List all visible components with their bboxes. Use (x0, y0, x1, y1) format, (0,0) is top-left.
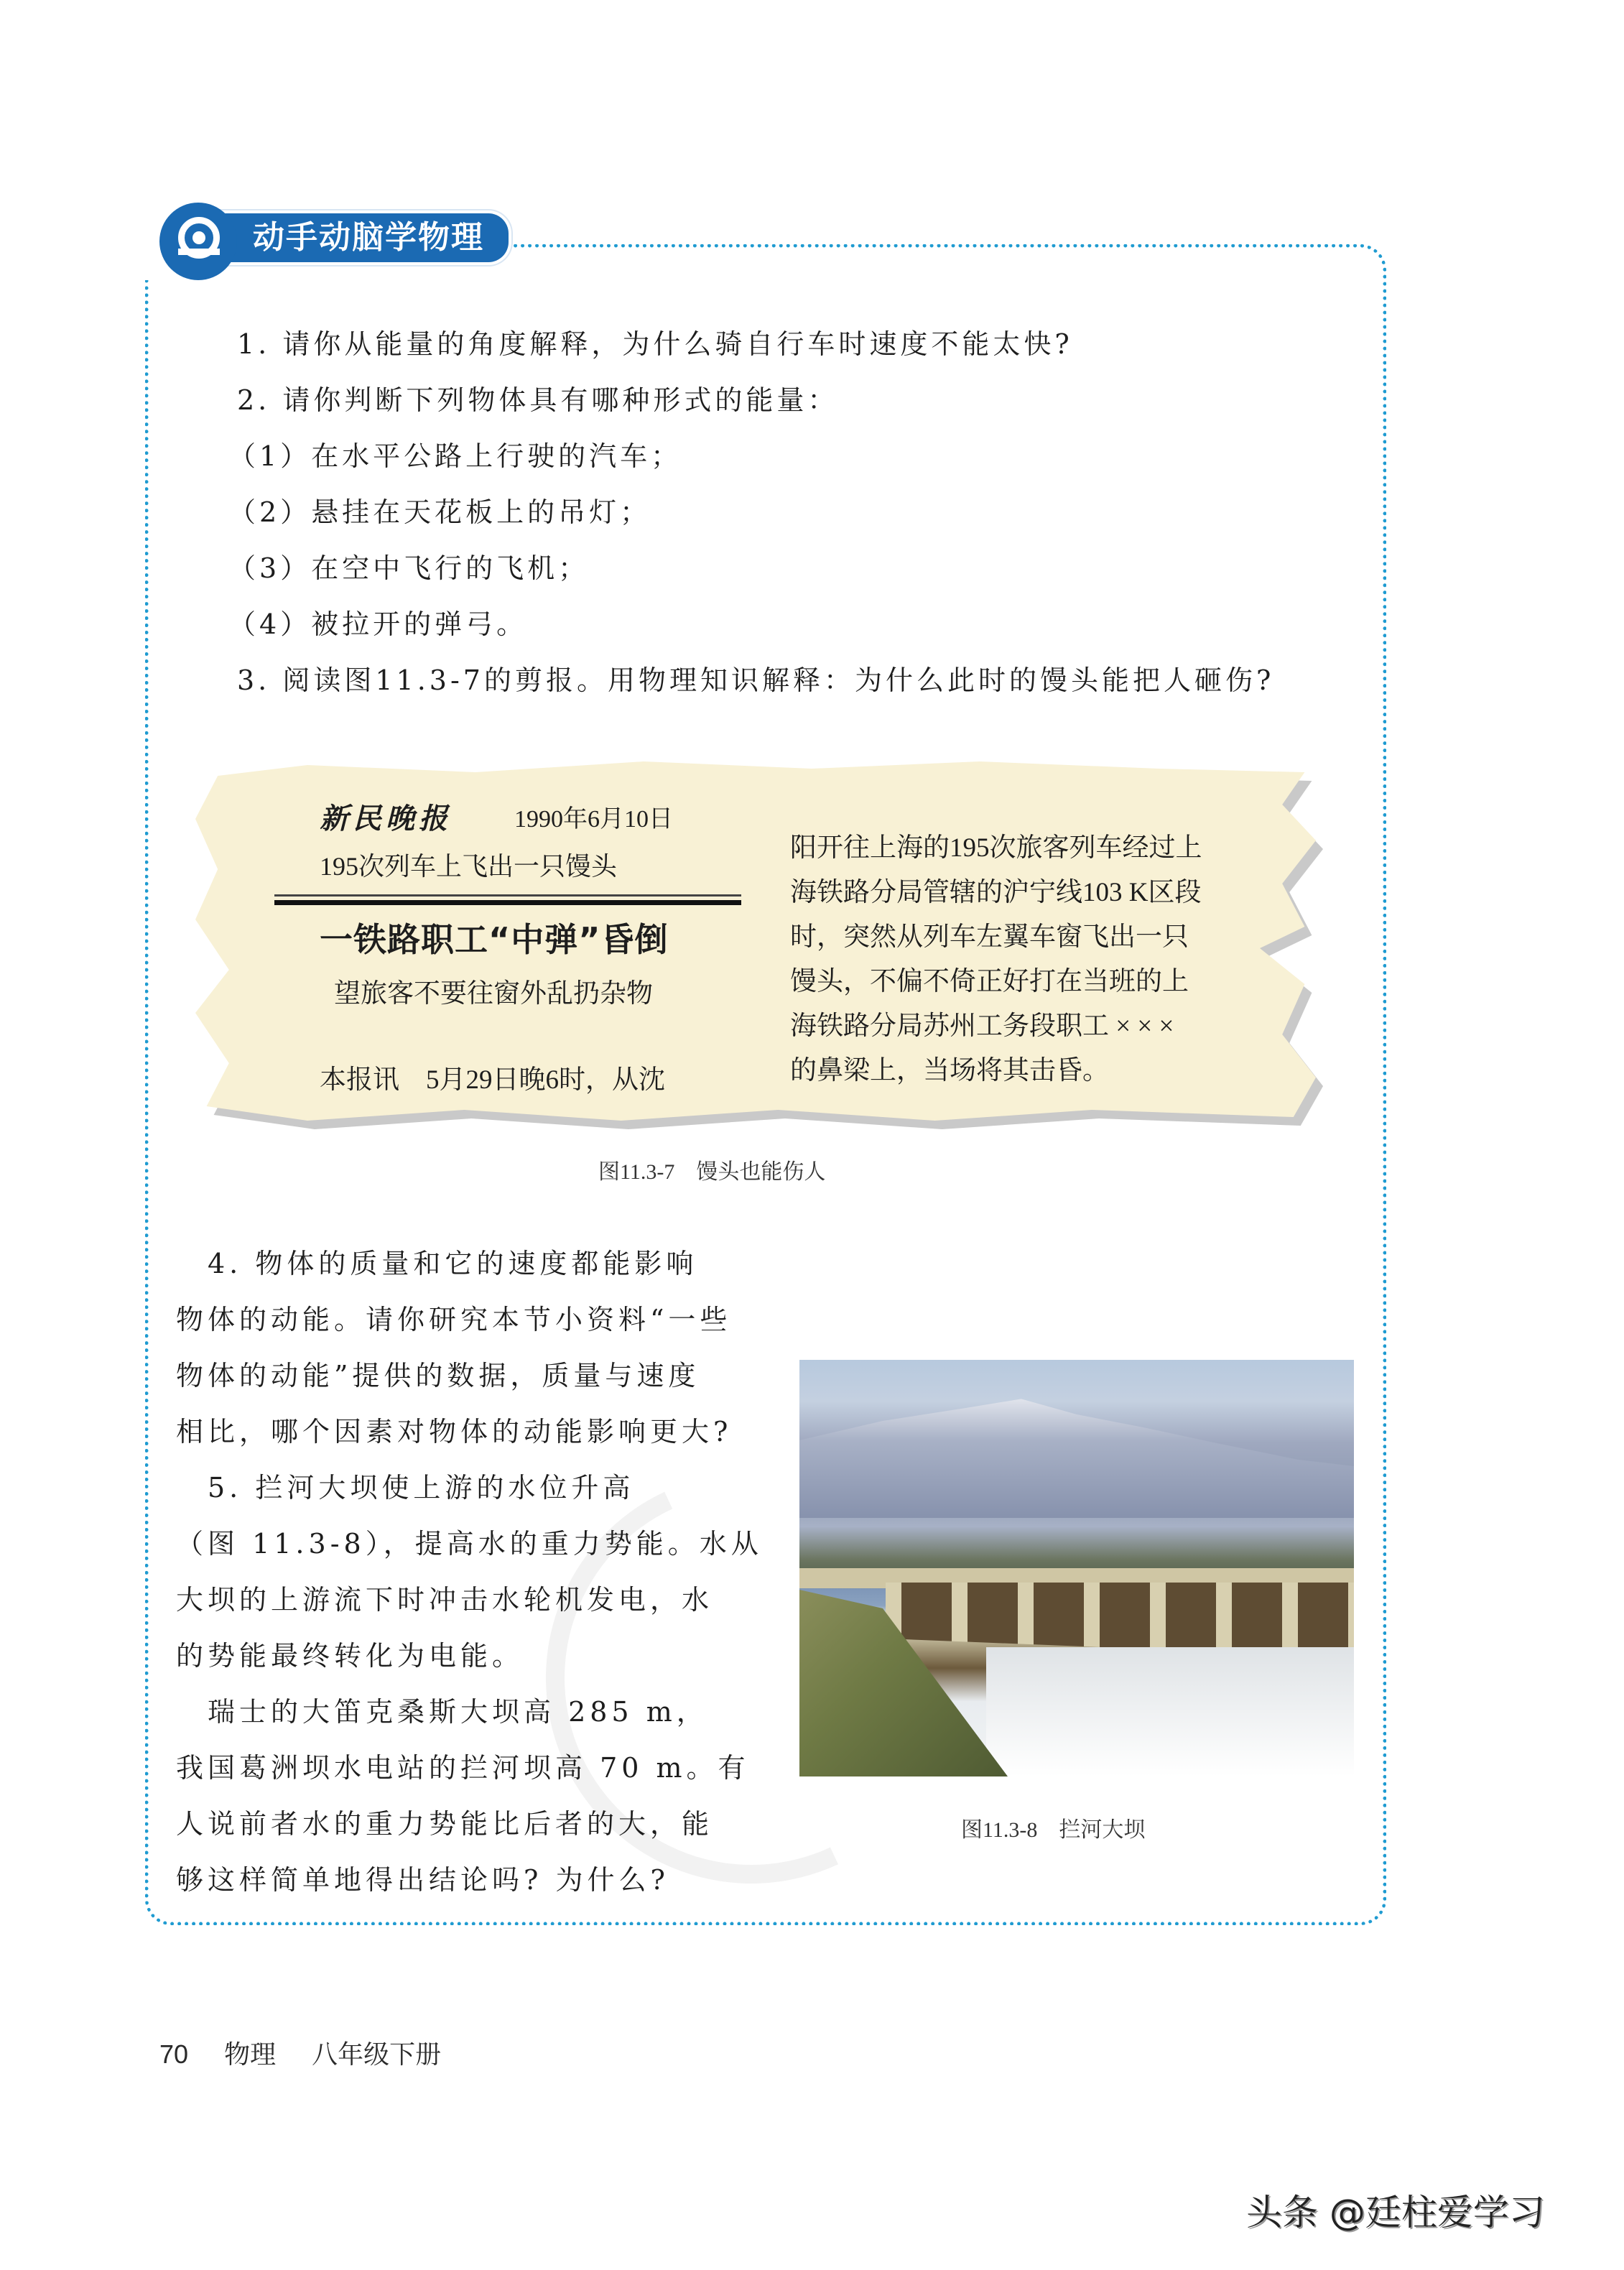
question-5: 5. 拦河大坝使上游的水位升高 （图 11.3-8），提高水的重力势能。水从 大坝的上游流下时冲击水轮机发电，水 的势能最终转化为电能。 (176, 1472, 763, 1672)
section-title: 动手动脑学物理 (220, 213, 509, 262)
section-header (159, 208, 509, 267)
question-2-item-3: （3）在空中飞行的飞机； (228, 552, 590, 584)
figure-8-caption: 图11.3-8 拦河大坝 (961, 1818, 1146, 1842)
dam-photo (799, 1360, 1354, 1776)
question-2-item-2: （2）悬挂在天花板上的吊灯； (228, 496, 651, 528)
target-circle-icon (159, 203, 237, 280)
question-2-item-4: （4）被拉开的弹弓。 (228, 608, 528, 640)
figure-7-caption: 图11.3-7 馒头也能伤人 (598, 1160, 826, 1184)
divider-thin (274, 894, 741, 897)
mountain-shape (799, 1389, 1354, 1518)
footer-grade: 八年级下册 (312, 2039, 442, 2069)
clipping-headline: 一铁路职工“中弹”昏倒 (320, 920, 669, 959)
question-1: 1. 请你从能量的角度解释，为什么骑自行车时速度不能太快? (237, 328, 1073, 360)
clipping-body (790, 826, 1264, 1093)
spillway-water (986, 1647, 1354, 1776)
question-2: 2. 请你判断下列物体具有哪种形式的能量： (237, 384, 839, 416)
page-footer (159, 2034, 470, 2071)
clipping-body-line: 阳开往上海的195次旅客列车经过上 (790, 833, 1202, 863)
clipping-body-line: 馒头，不偏不倚正好打在当班的上 (790, 967, 1189, 996)
watermark: 头条 @廷柱爱学习 (1246, 2192, 1545, 2233)
newspaper-date: 1990年6月10日 (514, 806, 673, 833)
clipping-dateline: 本报讯 5月29日晚6时，从沈 (320, 1065, 665, 1095)
question-2-item-1: （1）在水平公路上行驶的汽车； (228, 440, 682, 472)
divider-thick (274, 900, 741, 905)
page-number: 70 (159, 2039, 189, 2069)
clipping-subhead: 195次列车上飞出一只馒头 (320, 852, 618, 881)
clipping-body-line: 海铁路分局管辖的沪宁线103 K区段 (790, 878, 1202, 907)
clipping-subhead-2: 望旅客不要往窗外乱扔杂物 (334, 979, 653, 1009)
clipping-body-line: 的鼻梁上，当场将其击昏。 (790, 1056, 1109, 1085)
newspaper-name: 新民晚报 (320, 802, 452, 835)
question-5-followup: 瑞士的大笛克桑斯大坝高 285 m， 我国葛洲坝水电站的拦河坝高 70 m。有 人说前者水的重力势能比后者的大，能 够这样简单地得出结论吗? 为什么? (176, 1696, 750, 1896)
clipping-body-line: 海铁路分局苏州工务段职工 × × × (790, 1011, 1174, 1041)
clipping-body-line: 时，突然从列车左翼车窗飞出一只 (790, 922, 1189, 952)
question-4: 4. 物体的质量和它的速度都能影响 物体的动能。请你研究本节小资料“一些 物体的动能”提供的数据，质量与速度 相比，哪个因素对物体的动能影响更大? (176, 1248, 733, 1447)
question-3: 3. 阅读图11.3-7的剪报。用物理知识解释：为什么此时的馒头能把人砸伤? (237, 664, 1275, 696)
footer-subject: 物理 (224, 2039, 277, 2069)
